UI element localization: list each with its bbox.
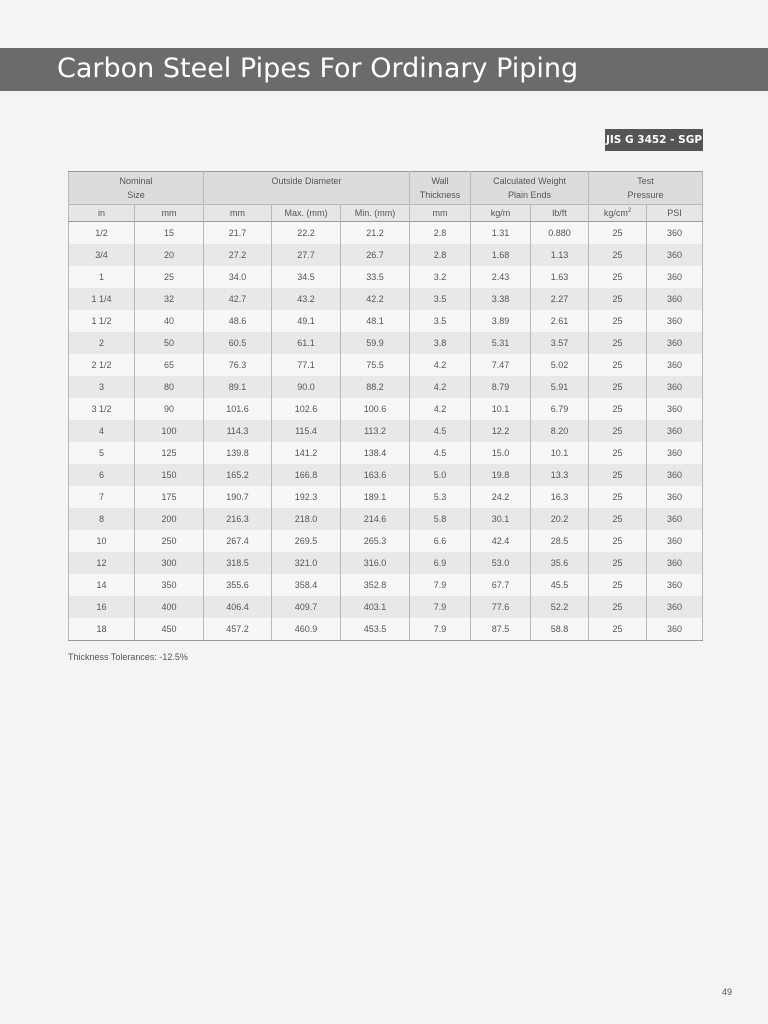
table-cell: 61.1 (272, 332, 341, 354)
table-row (69, 266, 703, 288)
table-row (69, 288, 703, 310)
table-cell: 5.91 (531, 376, 589, 398)
table-cell: 25 (589, 574, 647, 596)
unit-header-label: PSI (667, 208, 682, 218)
table-cell: 360 (647, 618, 703, 641)
table-row (69, 486, 703, 508)
table-cell: 49.1 (272, 310, 341, 332)
table-cell: 453.5 (341, 618, 410, 641)
table-cell: 25 (589, 486, 647, 508)
table-cell: 4 (69, 420, 135, 442)
table-cell: 53.0 (471, 552, 531, 574)
table-cell: 28.5 (531, 530, 589, 552)
unit-header-label: mm (432, 208, 448, 218)
unit-header-label: lb/ft (552, 208, 567, 218)
table-cell: 87.5 (471, 618, 531, 641)
table-cell: 10.1 (471, 398, 531, 420)
unit-header (410, 205, 471, 222)
table-cell: 25 (589, 244, 647, 266)
table-cell: 358.4 (272, 574, 341, 596)
table-cell: 360 (647, 244, 703, 266)
title-band (0, 48, 768, 91)
table-cell: 25 (589, 618, 647, 641)
table-cell: 2.8 (410, 244, 471, 266)
table-cell: 4.2 (410, 398, 471, 420)
table-cell: 300 (135, 552, 204, 574)
table-cell: 7.9 (410, 596, 471, 618)
table-cell: 16.3 (531, 486, 589, 508)
table-cell: 5.31 (471, 332, 531, 354)
group-header-line2: Plain Ends (508, 190, 552, 200)
table-cell: 4.2 (410, 376, 471, 398)
table-cell: 3 1/2 (69, 398, 135, 420)
table-cell: 18 (69, 618, 135, 641)
table-cell: 50 (135, 332, 204, 354)
table-cell: 45.5 (531, 574, 589, 596)
group-header (589, 172, 703, 205)
table-cell: 360 (647, 464, 703, 486)
table-cell: 90 (135, 398, 204, 420)
thickness-tolerance-note: Thickness Tolerances: -12.5% (68, 652, 188, 662)
table-cell: 216.3 (204, 508, 272, 530)
table-cell: 265.3 (341, 530, 410, 552)
table-cell: 1 1/2 (69, 310, 135, 332)
table-cell: 360 (647, 310, 703, 332)
table-cell: 52.2 (531, 596, 589, 618)
table-cell: 59.9 (341, 332, 410, 354)
table-cell: 25 (589, 310, 647, 332)
table-cell: 40 (135, 310, 204, 332)
group-header-line2: Thickness (419, 190, 461, 200)
page-number: 49 (722, 987, 733, 997)
table-cell: 16 (69, 596, 135, 618)
table-cell: 1.13 (531, 244, 589, 266)
table-cell: 26.7 (341, 244, 410, 266)
table-cell: 200 (135, 508, 204, 530)
table-cell: 1 (69, 266, 135, 288)
unit-header (647, 205, 703, 222)
table-cell: 360 (647, 288, 703, 310)
table-cell: 10 (69, 530, 135, 552)
unit-header-row (69, 205, 703, 222)
table-cell: 218.0 (272, 508, 341, 530)
standard-badge: JIS G 3452 - SGP (605, 129, 703, 151)
table-cell: 1 1/4 (69, 288, 135, 310)
table-cell: 3.89 (471, 310, 531, 332)
table-cell: 125 (135, 442, 204, 464)
table-cell: 34.5 (272, 266, 341, 288)
table-cell: 269.5 (272, 530, 341, 552)
table-cell: 139.8 (204, 442, 272, 464)
table-cell: 360 (647, 332, 703, 354)
table-cell: 14 (69, 574, 135, 596)
table-row (69, 552, 703, 574)
table-cell: 32 (135, 288, 204, 310)
table-cell: 115.4 (272, 420, 341, 442)
table-cell: 100.6 (341, 398, 410, 420)
table-cell: 80 (135, 376, 204, 398)
group-header-line1: Nominal (119, 176, 153, 186)
unit-header (135, 205, 204, 222)
table-cell: 25 (589, 464, 647, 486)
table-cell: 165.2 (204, 464, 272, 486)
group-header-line2: Size (127, 190, 145, 200)
table-cell: 12.2 (471, 420, 531, 442)
group-header-line2: Pressure (627, 190, 664, 200)
table-cell: 406.4 (204, 596, 272, 618)
table-cell: 400 (135, 596, 204, 618)
table-cell: 360 (647, 508, 703, 530)
table-cell: 25 (589, 398, 647, 420)
table-row (69, 420, 703, 442)
table-cell: 8.20 (531, 420, 589, 442)
table-cell: 25 (589, 442, 647, 464)
unit-header (471, 205, 531, 222)
table-cell: 114.3 (204, 420, 272, 442)
table-cell: 5.3 (410, 486, 471, 508)
table-cell: 13.3 (531, 464, 589, 486)
table-cell: 3.8 (410, 332, 471, 354)
group-header-line1: Wall (431, 176, 449, 186)
table-cell: 25 (589, 332, 647, 354)
unit-header-label: Min. (mm) (354, 208, 396, 218)
table-cell: 27.2 (204, 244, 272, 266)
table-cell: 8 (69, 508, 135, 530)
table-cell: 3.2 (410, 266, 471, 288)
table-cell: 88.2 (341, 376, 410, 398)
table-cell: 5.8 (410, 508, 471, 530)
group-header (69, 172, 204, 205)
table-cell: 33.5 (341, 266, 410, 288)
table-cell: 15.0 (471, 442, 531, 464)
table-cell: 7.47 (471, 354, 531, 376)
table-cell: 25 (589, 420, 647, 442)
table-cell: 22.2 (272, 222, 341, 245)
table-cell: 101.6 (204, 398, 272, 420)
table-cell: 2.27 (531, 288, 589, 310)
table-cell: 350 (135, 574, 204, 596)
table-cell: 6 (69, 464, 135, 486)
table-cell: 21.7 (204, 222, 272, 245)
table-cell: 2.43 (471, 266, 531, 288)
table-cell: 360 (647, 486, 703, 508)
table-cell: 25 (589, 222, 647, 245)
table-cell: 360 (647, 222, 703, 245)
group-header-line1: Outside Diameter (271, 176, 342, 186)
table-cell: 60.5 (204, 332, 272, 354)
table-cell: 20.2 (531, 508, 589, 530)
unit-header-label: kg/cm (603, 208, 628, 218)
unit-header (272, 205, 341, 222)
unit-header-label: in (97, 208, 105, 218)
table-cell: 6.79 (531, 398, 589, 420)
table-cell: 175 (135, 486, 204, 508)
table-cell: 2 1/2 (69, 354, 135, 376)
unit-header-label: mm (161, 208, 177, 218)
table-cell: 48.1 (341, 310, 410, 332)
group-header-row (69, 172, 703, 205)
table-cell: 321.0 (272, 552, 341, 574)
table-cell: 166.8 (272, 464, 341, 486)
table-cell: 67.7 (471, 574, 531, 596)
table-cell: 163.6 (341, 464, 410, 486)
unit-superscript: 2 (627, 208, 632, 214)
table-row (69, 332, 703, 354)
table-row (69, 354, 703, 376)
table-cell: 42.2 (341, 288, 410, 310)
group-header-line1: Calculated Weight (493, 176, 566, 186)
table-cell: 250 (135, 530, 204, 552)
table-cell: 7 (69, 486, 135, 508)
pipe-spec-table (68, 171, 703, 641)
table-cell: 360 (647, 574, 703, 596)
table-cell: 360 (647, 596, 703, 618)
table-cell: 42.4 (471, 530, 531, 552)
table-cell: 2 (69, 332, 135, 354)
table-cell: 21.2 (341, 222, 410, 245)
unit-header-label: Max. (mm) (284, 208, 328, 218)
table-cell: 35.6 (531, 552, 589, 574)
table-cell: 34.0 (204, 266, 272, 288)
table-cell: 360 (647, 376, 703, 398)
group-header (204, 172, 410, 205)
table-cell: 3.5 (410, 310, 471, 332)
table-cell: 3.38 (471, 288, 531, 310)
table-cell: 457.2 (204, 618, 272, 641)
table-cell: 15 (135, 222, 204, 245)
table-cell: 450 (135, 618, 204, 641)
table-cell: 138.4 (341, 442, 410, 464)
table-cell: 90.0 (272, 376, 341, 398)
table-row (69, 464, 703, 486)
table-cell: 89.1 (204, 376, 272, 398)
table-cell: 3.5 (410, 288, 471, 310)
unit-header-label: mm (230, 208, 246, 218)
table-cell: 7.9 (410, 574, 471, 596)
unit-header (341, 205, 410, 222)
table-cell: 6.9 (410, 552, 471, 574)
table-cell: 4.2 (410, 354, 471, 376)
table-cell: 355.6 (204, 574, 272, 596)
table-cell: 352.8 (341, 574, 410, 596)
table-cell: 24.2 (471, 486, 531, 508)
table-body (69, 222, 703, 641)
table-cell: 214.6 (341, 508, 410, 530)
table-cell: 48.6 (204, 310, 272, 332)
table-cell: 25 (589, 596, 647, 618)
table-cell: 25 (589, 530, 647, 552)
table-cell: 3/4 (69, 244, 135, 266)
group-header (471, 172, 589, 205)
table-cell: 7.9 (410, 618, 471, 641)
table-cell: 316.0 (341, 552, 410, 574)
table-cell: 360 (647, 530, 703, 552)
table-cell: 19.8 (471, 464, 531, 486)
table-row (69, 508, 703, 530)
table-cell: 360 (647, 420, 703, 442)
table-cell: 25 (589, 354, 647, 376)
table-row (69, 244, 703, 266)
table-cell: 5.02 (531, 354, 589, 376)
table-cell: 409.7 (272, 596, 341, 618)
table-cell: 77.1 (272, 354, 341, 376)
table-cell: 2.8 (410, 222, 471, 245)
table-cell: 76.3 (204, 354, 272, 376)
table-cell: 25 (135, 266, 204, 288)
table-cell: 141.2 (272, 442, 341, 464)
table-cell: 150 (135, 464, 204, 486)
table-row (69, 376, 703, 398)
table-row (69, 398, 703, 420)
table-cell: 360 (647, 354, 703, 376)
table-cell: 75.5 (341, 354, 410, 376)
table-cell: 20 (135, 244, 204, 266)
table-cell: 100 (135, 420, 204, 442)
table-cell: 27.7 (272, 244, 341, 266)
group-header (410, 172, 471, 205)
unit-header (531, 205, 589, 222)
table-cell: 360 (647, 442, 703, 464)
table-row (69, 596, 703, 618)
group-header-line1: Test (637, 176, 654, 186)
table-cell: 3 (69, 376, 135, 398)
table-cell: 5 (69, 442, 135, 464)
page-title: Carbon Steel Pipes For Ordinary Piping (57, 53, 579, 84)
table-cell: 25 (589, 552, 647, 574)
unit-header (589, 205, 647, 222)
table-cell: 5.0 (410, 464, 471, 486)
table-cell: 1.63 (531, 266, 589, 288)
unit-header (204, 205, 272, 222)
table-cell: 1/2 (69, 222, 135, 245)
table-cell: 460.9 (272, 618, 341, 641)
table-cell: 1.68 (471, 244, 531, 266)
table-cell: 192.3 (272, 486, 341, 508)
unit-header-label: kg/m (490, 208, 511, 218)
table-cell: 102.6 (272, 398, 341, 420)
table-cell: 6.6 (410, 530, 471, 552)
table-cell: 267.4 (204, 530, 272, 552)
table-cell: 113.2 (341, 420, 410, 442)
table-cell: 77.6 (471, 596, 531, 618)
table-cell: 58.8 (531, 618, 589, 641)
table-cell: 25 (589, 288, 647, 310)
table-row (69, 442, 703, 464)
table-cell: 8.79 (471, 376, 531, 398)
table-row (69, 574, 703, 596)
table-cell: 12 (69, 552, 135, 574)
table-cell: 43.2 (272, 288, 341, 310)
unit-header (69, 205, 135, 222)
table-cell: 190.7 (204, 486, 272, 508)
table-cell: 25 (589, 508, 647, 530)
table-row (69, 618, 703, 641)
table-cell: 0.880 (531, 222, 589, 245)
table-cell: 2.61 (531, 310, 589, 332)
table-cell: 318.5 (204, 552, 272, 574)
table-cell: 30.1 (471, 508, 531, 530)
table-cell: 189.1 (341, 486, 410, 508)
table-cell: 360 (647, 398, 703, 420)
table-cell: 4.5 (410, 442, 471, 464)
table-cell: 360 (647, 552, 703, 574)
table-cell: 65 (135, 354, 204, 376)
table-cell: 25 (589, 376, 647, 398)
table-cell: 4.5 (410, 420, 471, 442)
table-cell: 42.7 (204, 288, 272, 310)
table-row (69, 310, 703, 332)
table-row (69, 530, 703, 552)
table-cell: 360 (647, 266, 703, 288)
table-row (69, 222, 703, 245)
table-cell: 403.1 (341, 596, 410, 618)
table-cell: 3.57 (531, 332, 589, 354)
table-cell: 10.1 (531, 442, 589, 464)
table-cell: 1.31 (471, 222, 531, 245)
table-cell: 25 (589, 266, 647, 288)
